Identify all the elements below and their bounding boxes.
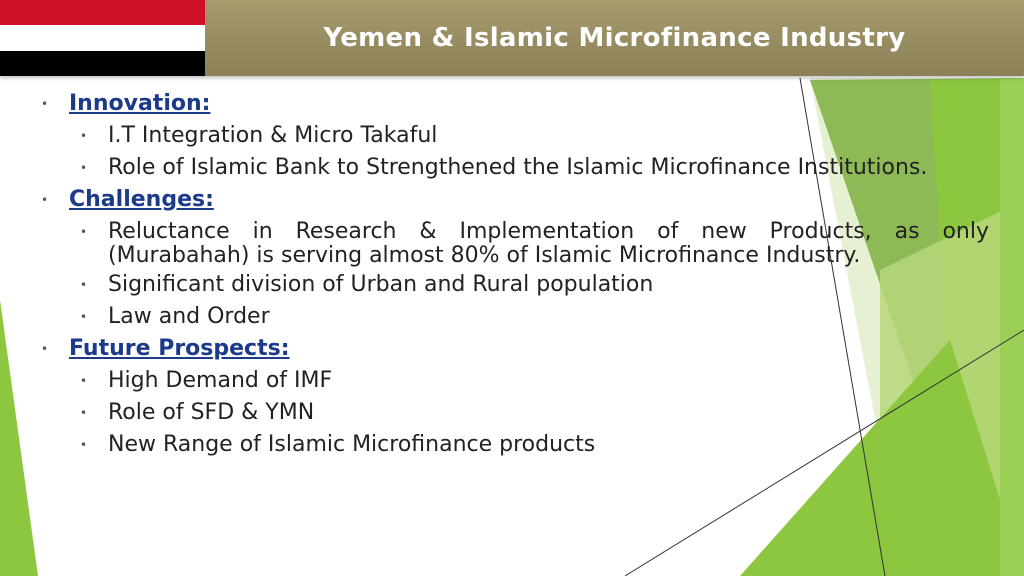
- list-item: • Law and Order: [44, 301, 989, 333]
- bullet-icon: •: [80, 129, 88, 143]
- list-item: • New Range of Islamic Microfinance products: [44, 429, 989, 461]
- bullet-icon: •: [80, 406, 88, 420]
- bullet-icon: •: [41, 97, 49, 111]
- bullet-icon: •: [80, 374, 88, 388]
- list-item: • I.T Integration & Micro Takaful: [44, 120, 989, 152]
- bullet-list: [41, 88, 989, 461]
- section-heading-innovation: • Innovation:: [44, 88, 989, 120]
- bullet-icon: •: [80, 438, 88, 452]
- bullet-icon: •: [80, 161, 88, 175]
- section-heading-future-prospects: • Future Prospects:: [44, 333, 989, 365]
- yemen-flag-icon: [0, 0, 205, 76]
- section-heading-challenges: • Challenges:: [44, 184, 989, 216]
- slide-title: Yemen & Islamic Microfinance Industry: [323, 23, 906, 53]
- bullet-icon: •: [80, 278, 88, 292]
- list-item: • High Demand of IMF: [44, 365, 989, 397]
- list-item: • Role of Islamic Bank to Strengthened the Islamic Microfinance Institutions.: [44, 152, 989, 184]
- bullet-icon: •: [80, 310, 88, 324]
- bullet-icon: •: [41, 193, 49, 207]
- bullet-icon: •: [41, 342, 49, 356]
- list-item: • Role of SFD & YMN: [44, 397, 989, 429]
- list-item: • Reluctance in Research & Implementation of new Products, as only (Murabahah) is serving almost 80% of Islamic Microfinance Industry.: [44, 216, 989, 269]
- list-item: • Significant division of Urban and Rural population: [44, 269, 989, 301]
- bullet-icon: •: [80, 225, 88, 239]
